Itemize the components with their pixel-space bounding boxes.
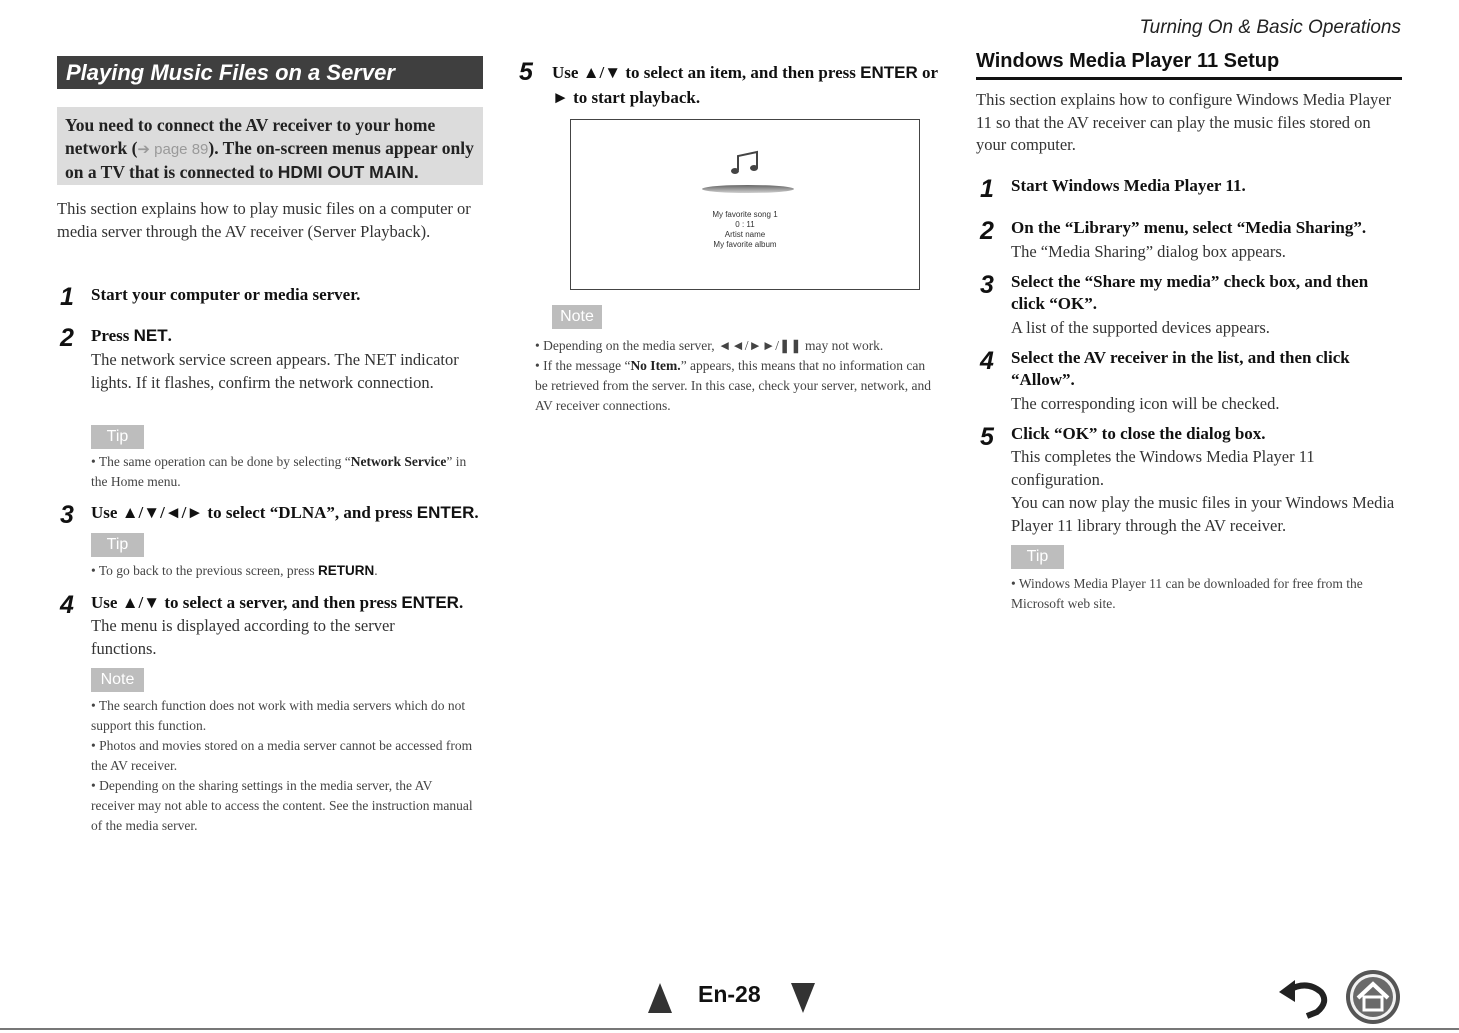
step-number: 4 [60, 591, 74, 619]
intro-paragraph: This section explains how to configure Windows Media Player 11 so that the AV receiver can play the music files stored on your computer. [976, 90, 1392, 154]
music-note-icon [700, 148, 796, 196]
step-heading: On the “Library” menu, select “Media Sharing”. [1011, 218, 1367, 237]
key-label: ENTER [401, 593, 459, 612]
intro-paragraph: This section explains how to play music files on a computer or media server through the AV receiver (Server Playback). [57, 199, 471, 241]
album-name: My favorite album [713, 240, 777, 249]
running-head: Turning On & Basic Operations [1139, 17, 1401, 38]
callout-box [57, 107, 483, 185]
now-playing-screen [570, 119, 920, 290]
play-time: 0 : 11 [735, 220, 755, 229]
step-heading: Select the “Share my media” check box, and then click “OK”. [1011, 272, 1369, 313]
key-label: NET [133, 326, 168, 345]
step-body: The network service screen appears. The NET indicator lights. If it flashes, confirm the network connection. [91, 350, 459, 392]
step-number: 4 [980, 347, 994, 375]
note-list [535, 336, 935, 416]
step-heading: Use ▲/▼ to select an item, and then press ENTER or ► to start playback. [552, 63, 938, 107]
note-item: • The search function does not work with media servers which do not support this function. [91, 698, 466, 733]
callout-keyword: HDMI OUT MAIN. [277, 162, 419, 182]
step-body: You can now play the music files in your Windows Media Player 11 library through the AV receiver. [1011, 493, 1395, 535]
page-number: En-28 [698, 981, 761, 1007]
next-page-arrow-icon[interactable] [790, 981, 816, 1015]
tip-badge: Tip [91, 533, 144, 557]
artist-name: Artist name [724, 230, 766, 239]
key-label: ENTER [860, 63, 918, 82]
section-rule [976, 77, 1402, 80]
note-item: • Photos and movies stored on a media server cannot be accessed from the AV receiver. [91, 738, 473, 773]
note-item: • Depending on the sharing settings in the media server, the AV receiver may not able to access the content. See the instruction manual of the media server. [91, 778, 473, 833]
step-heading: Start your computer or media server. [91, 285, 361, 304]
note-badge: Note [552, 305, 602, 329]
now-playing-info [570, 210, 920, 250]
home-icon[interactable] [1344, 968, 1402, 1026]
note-item: • Depending on the media server, ◄◄/►►/❚❚ may not work. [535, 338, 884, 353]
step-number: 5 [519, 58, 533, 86]
tip-text: • Windows Media Player 11 can be downloaded for free from the Microsoft web site. [1011, 576, 1363, 611]
step-heading: Use ▲/▼/◄/► to select “DLNA”, and press ENTER. [91, 503, 479, 522]
previous-page-arrow-icon[interactable] [647, 981, 673, 1015]
bottom-rule [0, 1028, 1459, 1030]
step-number: 5 [980, 423, 994, 451]
section-title: Windows Media Player 11 Setup [976, 50, 1280, 72]
step-body: A list of the supported devices appears. [1011, 318, 1270, 337]
tip-badge: Tip [91, 425, 144, 449]
step-number: 2 [980, 217, 994, 245]
page-link[interactable]: ➔ page 89 [137, 140, 209, 158]
step-heading: Start Windows Media Player 11. [1011, 176, 1246, 195]
tip-text: • To go back to the previous screen, press RETURN. [91, 563, 378, 578]
step-heading: Press NET. [91, 326, 172, 345]
step-number: 2 [60, 324, 74, 352]
step-heading: Click “OK” to close the dialog box. [1011, 424, 1266, 443]
step-number: 1 [980, 175, 994, 203]
callout-text: You need to connect the AV receiver to your home network ( [65, 115, 436, 158]
key-label: RETURN [317, 563, 375, 578]
step-number: 3 [980, 271, 994, 299]
step-heading: Select the AV receiver in the list, and then click “Allow”. [1011, 348, 1350, 389]
step-number: 3 [60, 501, 74, 529]
callout-text-middle: ). The on-screen menus appear only on a TV that is connected to [65, 137, 474, 182]
tip-badge: Tip [1011, 545, 1064, 569]
note-list [91, 696, 476, 836]
step-number: 1 [60, 283, 74, 311]
step-body: The menu is displayed according to the server functions. [91, 616, 395, 658]
song-title: My favorite song 1 [712, 210, 778, 219]
key-label: ENTER [416, 503, 475, 522]
section-banner: Playing Music Files on a Server [57, 56, 483, 89]
step-body: The “Media Sharing” dialog box appears. [1011, 242, 1286, 261]
note-item: • If the message “No Item.” appears, this means that no information can be retrieved from the server. In this case, check your server, network, and AV receiver connections. [535, 358, 932, 413]
step-heading: Use ▲/▼ to select a server, and then press ENTER. [91, 593, 464, 612]
step-body: This completes the Windows Media Player 11 configuration. [1011, 447, 1315, 489]
back-icon[interactable] [1277, 976, 1331, 1020]
tip-text: • The same operation can be done by selecting “Network Service” in the Home menu. [91, 454, 467, 489]
step-body: The corresponding icon will be checked. [1011, 394, 1280, 413]
note-badge: Note [91, 668, 144, 692]
